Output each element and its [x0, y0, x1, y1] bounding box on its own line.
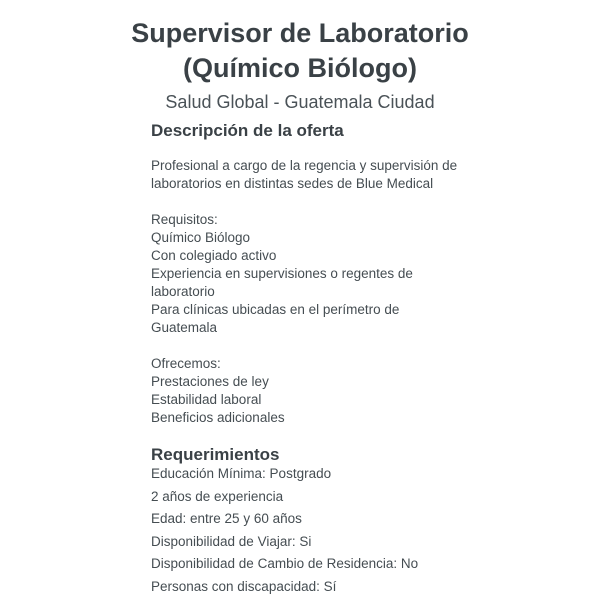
ofrecemos-item: Estabilidad laboral — [151, 392, 262, 407]
requirement-item: Disponibilidad de Viajar: Si — [151, 533, 312, 549]
requirement-item: 2 años de experiencia — [151, 488, 284, 504]
requirement-item: Edad: entre 25 y 60 años — [151, 511, 302, 527]
requirements-list — [151, 465, 571, 601]
description-intro-line: Profesional a cargo de la regencia y supervisión de — [151, 158, 458, 173]
requisito-item: Para clínicas ubicadas en el perímetro de — [151, 302, 400, 317]
ofrecemos-item: Prestaciones de ley — [151, 374, 269, 389]
requirements-heading: Requerimientos — [151, 445, 280, 464]
requisito-item: Con colegiado activo — [151, 248, 277, 263]
requisito-item: Químico Biólogo — [151, 230, 251, 245]
description-heading: Descripción de la oferta — [151, 121, 344, 140]
requisito-item: laboratorio — [151, 284, 215, 299]
requisito-item: Experiencia en supervisiones o regentes de — [151, 266, 413, 281]
ofrecemos-item: Beneficios adicionales — [151, 410, 285, 425]
requisitos-label: Requisitos: — [151, 212, 218, 227]
ofrecemos-label: Ofrecemos: — [151, 356, 221, 371]
spacer — [151, 337, 461, 355]
description-intro-line: laboratorios en distintas sedes de Blue Medical — [151, 176, 434, 191]
description-body — [151, 157, 461, 427]
job-title-line-1: Supervisor de Laboratorio — [131, 18, 469, 48]
spacer — [151, 193, 461, 211]
requirement-item: Personas con discapacidad: Sí — [151, 578, 337, 594]
job-title — [0, 16, 600, 86]
requisito-item: Guatemala — [151, 320, 218, 335]
company-location: Salud Global - Guatemala Ciudad — [165, 92, 435, 112]
requirement-item: Educación Mínima: Postgrado — [151, 466, 332, 481]
job-title-line-2: (Químico Biólogo) — [183, 53, 417, 83]
requirement-item: Disponibilidad de Cambio de Residencia: No — [151, 556, 419, 572]
